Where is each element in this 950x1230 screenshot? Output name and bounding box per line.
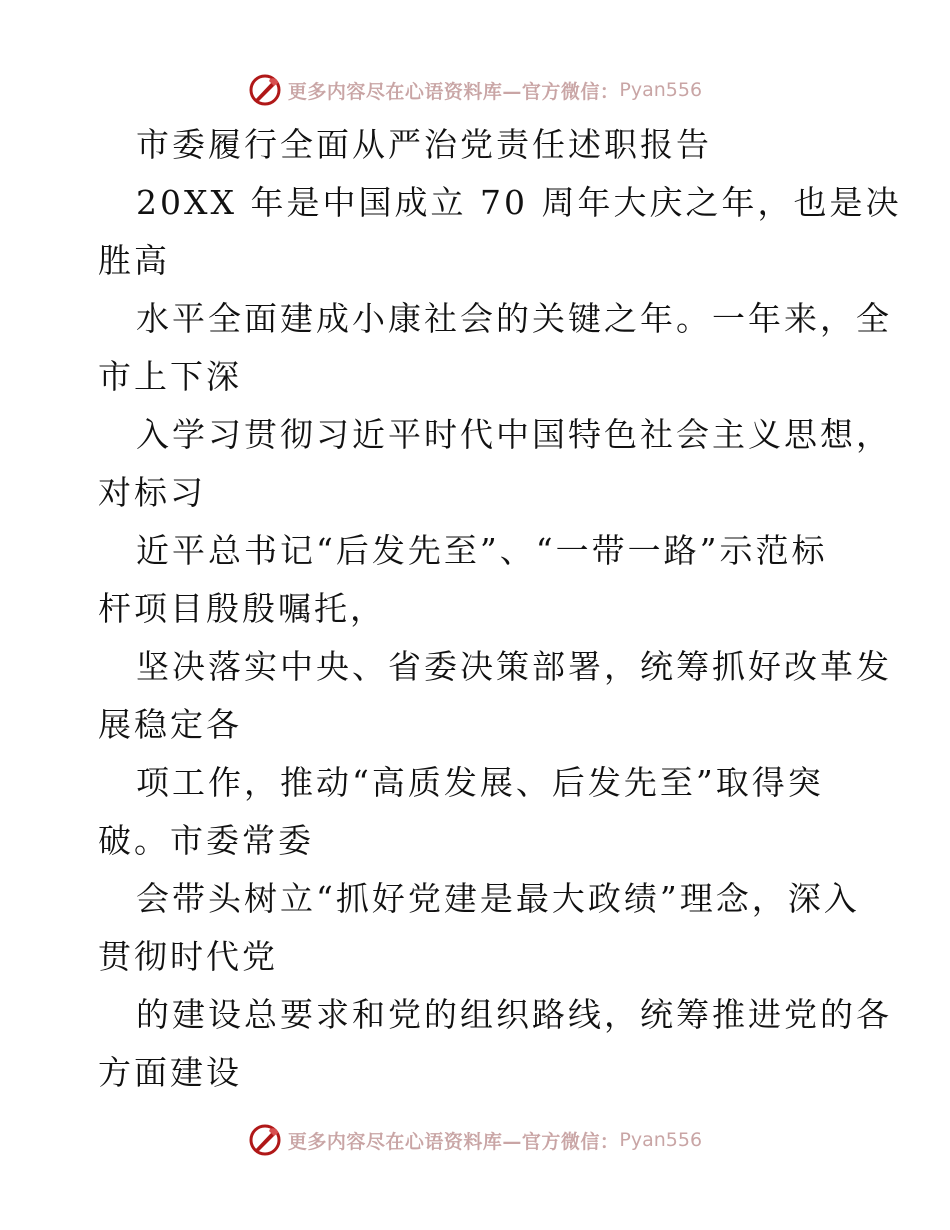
document-line: 的建设总要求和党的组织路线，统筹推进党的各 xyxy=(136,995,892,1034)
document-line: 项工作，推动“高质发展、后发先至”取得突 xyxy=(136,763,824,802)
document-line: 对标习 xyxy=(98,473,206,512)
document-line: 杆项目殷殷嘱托， xyxy=(98,589,386,628)
document-line: 破。市委常委 xyxy=(98,821,314,860)
footer-banner-wechat-id: Pyan556 xyxy=(619,1129,703,1151)
document-line: 20XX 年是中国成立 70 周年大庆之年，也是决 xyxy=(136,183,902,222)
footer-banner-text: 更多内容尽在心语资料库—官方微信： xyxy=(287,1130,620,1153)
document-line: 入学习贯彻习近平时代中国特色社会主义思想， xyxy=(136,415,892,454)
document-line: 会带头树立“抓好党建是最大政绩”理念，深入 xyxy=(136,879,860,918)
document-line: 市委履行全面从严治党责任述职报告 xyxy=(136,125,712,164)
document-line: 展稳定各 xyxy=(98,705,242,744)
document-line: 坚决落实中央、省委决策部署，统筹抓好改革发 xyxy=(136,647,892,686)
header-banner-text: 更多内容尽在心语资料库—官方微信： xyxy=(287,80,620,103)
header-banner xyxy=(0,70,950,110)
document-line: 贯彻时代党 xyxy=(98,937,278,976)
document-line: 近平总书记“后发先至”、“一带一路”示范标 xyxy=(136,531,828,570)
quill-logo-icon xyxy=(248,73,282,107)
header-banner-wechat-id: Pyan556 xyxy=(619,79,703,101)
document-line: 方面建设 xyxy=(98,1053,242,1092)
quill-logo-icon xyxy=(248,1123,282,1157)
document-line: 水平全面建成小康社会的关键之年。一年来，全 xyxy=(136,299,892,338)
document-line: 胜高 xyxy=(98,241,170,280)
document-line: 市上下深 xyxy=(98,357,242,396)
document-body xyxy=(98,116,902,1102)
footer-banner xyxy=(0,1120,950,1160)
